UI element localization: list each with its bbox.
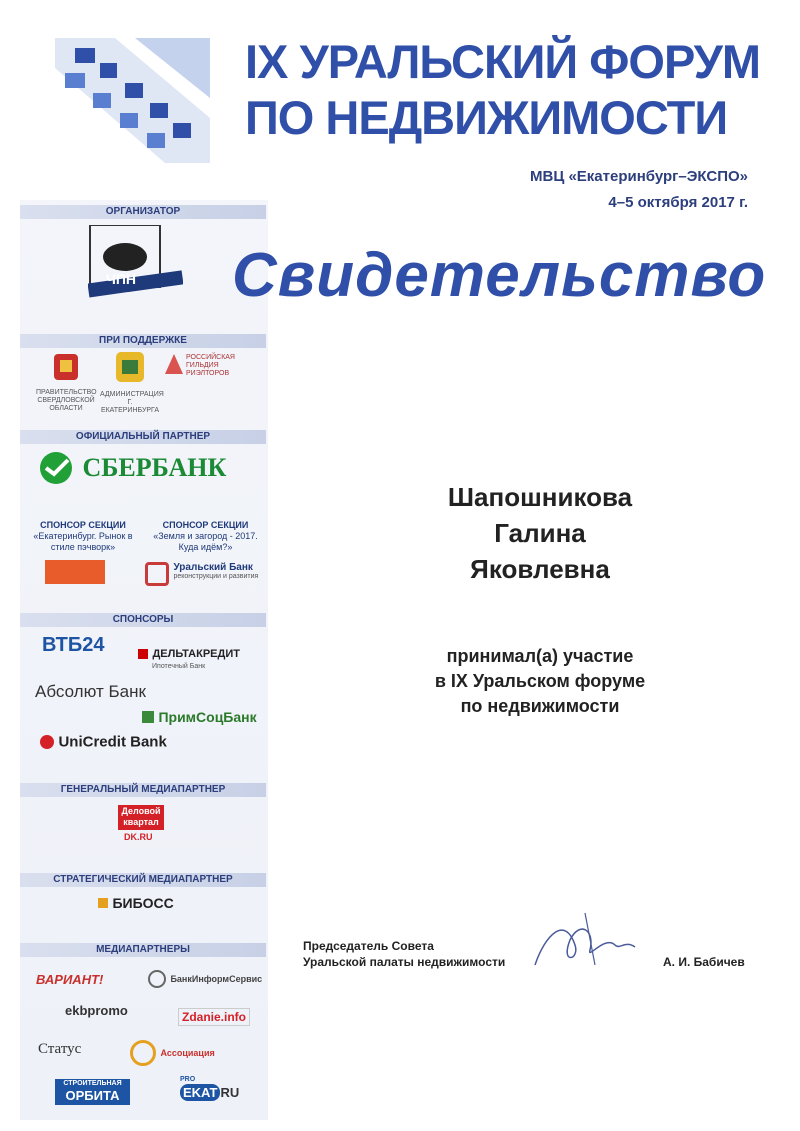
section-sponsor-1 (28, 520, 138, 553)
dates-text: 4–5 октября 2017 г. (608, 194, 748, 211)
assoc-text: Ассоциация (160, 1048, 215, 1058)
absolut-logo: Абсолют Банк (35, 682, 146, 701)
vtb24-logo: ВТБ24 (42, 634, 105, 656)
orbita-text: ОРБИТА (65, 1088, 120, 1103)
bear-emblem-icon (88, 225, 183, 315)
recipient-patronymic: Яковлевна (470, 554, 610, 584)
participation-line2: в IX Уральском форуме (434, 671, 646, 691)
deltakredit-logo (138, 645, 240, 671)
forum-logo-icon (55, 38, 210, 163)
coat-of-arms-icon (51, 352, 81, 384)
recipient-surname: Шапошникова (447, 482, 633, 512)
assoc-logo (130, 1040, 215, 1066)
support-band: ПРИ ПОДДЕРЖКЕ (20, 334, 266, 348)
bank-info-icon (148, 970, 166, 988)
zdanie-logo: Zdanie.info (178, 1008, 250, 1026)
section-sponsor-2-desc: «Земля и загород - 2017. Куда идём?» (153, 531, 258, 552)
handwritten-signature-icon (525, 905, 645, 985)
organizer-band: ОРГАНИЗАТОР (20, 205, 266, 219)
section-sponsor-2-title: СПОНСОР СЕКЦИИ (162, 520, 249, 530)
participation-line1: принимал(а) участие (446, 646, 634, 666)
ekat-ru-text: RU (220, 1085, 240, 1100)
biboss-logo (98, 894, 174, 912)
partner-band: ОФИЦИАЛЬНЫЙ ПАРТНЕР (20, 430, 266, 444)
support-logo-3-text: РОССИЙСКАЯ ГИЛЬДИЯ РИЭЛТОРОВ (186, 354, 235, 377)
support-logo-region (36, 352, 96, 413)
ubrr-subtext: реконструкции и развития (173, 573, 259, 580)
orbita-top-text: СТРОИТЕЛЬНАЯ (63, 1080, 122, 1087)
recipient-name: Галина (494, 518, 586, 548)
biboss-text: БИБОСС (112, 894, 174, 911)
media-general-band: ГЕНЕРАЛЬНЫЙ МЕДИАПАРТНЕР (20, 783, 266, 797)
primsoc-logo (142, 708, 257, 726)
deltakredit-text: ДЕЛЬТАКРЕДИТ (152, 647, 240, 660)
bank-info-logo (148, 970, 262, 988)
guild-icon (165, 354, 183, 374)
section-sponsor-2 (148, 520, 263, 553)
deltakredit-subtext: Ипотечный Банк (152, 663, 206, 670)
variant-logo: ВАРИАНТ! (36, 972, 104, 987)
deltakredit-icon (138, 649, 148, 659)
city-arms-icon (113, 350, 147, 386)
participation-line3: по недвижимости (460, 696, 620, 716)
forum-title-line1: IX УРАЛЬСКИЙ ФОРУМ (245, 35, 761, 88)
signature-position (303, 938, 505, 970)
venue-text: МВЦ «Екатеринбург–ЭКСПО» (530, 168, 748, 185)
ekat-pro-text: PRO (180, 1076, 196, 1083)
ekat-logo (180, 1076, 239, 1102)
primsoc-text: ПримСоцБанк (158, 708, 257, 725)
certificate-title: Свидетельство (232, 241, 767, 310)
unicredit-text: UniCredit Bank (58, 733, 167, 751)
alfa-logo-icon (45, 560, 105, 584)
ubrr-logo (145, 562, 265, 586)
dk-logo: Деловой квартал (118, 805, 164, 830)
section-sponsor-1-title: СПОНСОР СЕКЦИИ (40, 520, 126, 530)
assoc-icon (130, 1040, 156, 1066)
sberbank-logo (38, 450, 226, 486)
organizer-logo-text: ЧПН (106, 271, 137, 287)
support-logo-city (100, 350, 164, 415)
organizer-logo (88, 225, 183, 315)
support-logo-1-text: ПРАВИТЕЛЬСТВО СВЕРДЛОВСКОЙ ОБЛАСТИ (36, 389, 97, 412)
signer-name: А. И. Бабичев (663, 955, 745, 969)
sberbank-icon (38, 450, 78, 486)
unicredit-icon (40, 735, 54, 749)
signature-position-line1: Председатель Совета (303, 939, 434, 953)
biboss-icon (98, 898, 108, 908)
dk-url: DK.RU (124, 832, 153, 842)
orbita-logo (55, 1079, 130, 1105)
support-logo-guild (165, 354, 245, 378)
unicredit-logo (40, 733, 167, 751)
signature-position-line2: Уральской палаты недвижимости (303, 955, 506, 969)
support-logo-2-text: АДМИНИСТРАЦИЯ Г. ЕКАТЕРИНБУРГА (100, 391, 164, 414)
ubrr-icon (145, 562, 169, 586)
bank-info-text: БанкИнформСервис (170, 974, 263, 984)
media-strategic-band: СТРАТЕГИЧЕСКИЙ МЕДИАПАРТНЕР (20, 873, 266, 887)
ekat-text: EKAT (180, 1084, 220, 1101)
primsoc-icon (142, 711, 154, 723)
status-logo: Статус (38, 1041, 82, 1057)
section-sponsor-1-desc: «Екатеринбург. Рынок в стиле пэчворк» (33, 531, 133, 552)
sponsors-band: СПОНСОРЫ (20, 613, 266, 627)
sberbank-text: СБЕРБАНК (82, 453, 227, 482)
forum-title-line2: ПО НЕДВИЖИМОСТИ (245, 91, 728, 144)
ekbpromo-logo: ekbpromo (65, 1003, 128, 1018)
media-band: МЕДИАПАРТНЕРЫ (20, 943, 266, 957)
ubrr-text: Уральский Банк (173, 562, 253, 573)
